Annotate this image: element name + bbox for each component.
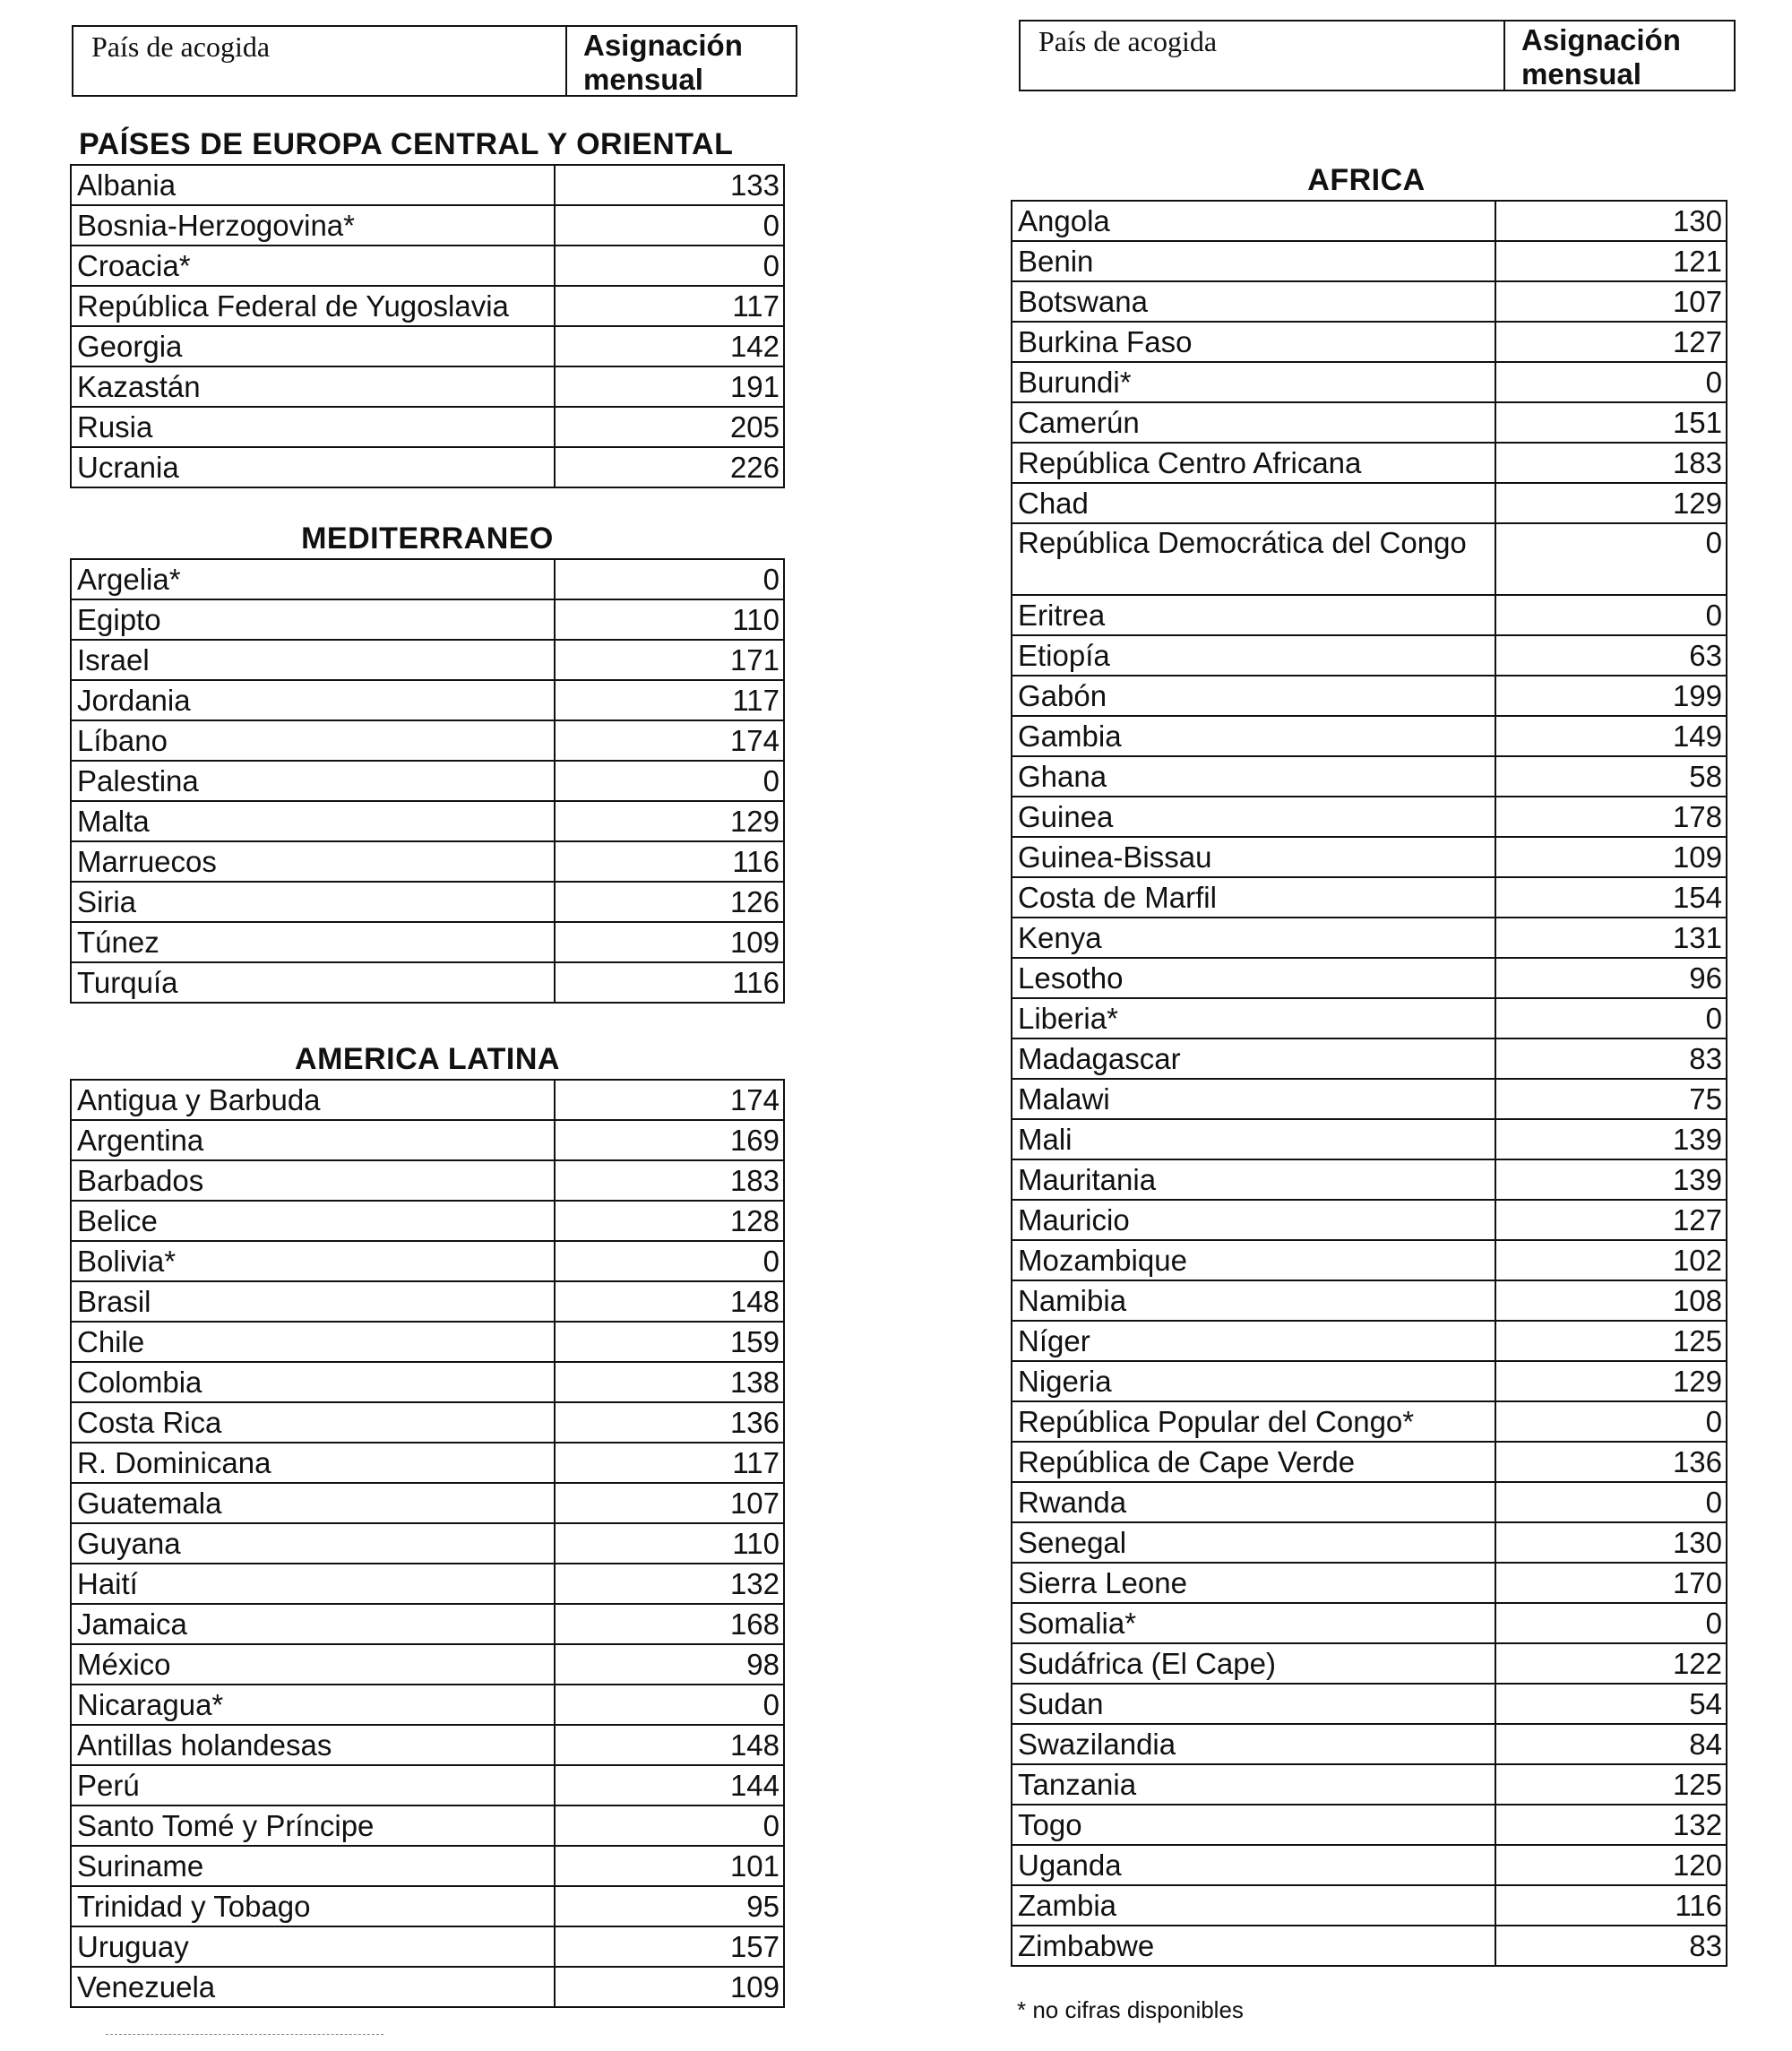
table-row bbox=[71, 761, 784, 801]
country-cell: Rusia bbox=[71, 407, 555, 447]
amount-cell: 0 bbox=[555, 205, 784, 246]
country-cell: Malta bbox=[71, 801, 555, 841]
country-cell: Rwanda bbox=[1012, 1482, 1495, 1522]
country-cell: República Centro Africana bbox=[1012, 443, 1495, 483]
table-row bbox=[71, 1725, 784, 1765]
table-row bbox=[1012, 595, 1727, 635]
table-row bbox=[71, 1523, 784, 1564]
country-cell: Zimbabwe bbox=[1012, 1926, 1495, 1966]
amount-cell: 127 bbox=[1495, 1200, 1727, 1240]
country-cell: Kenya bbox=[1012, 918, 1495, 958]
amount-cell: 157 bbox=[555, 1926, 784, 1967]
table-row bbox=[1012, 918, 1727, 958]
table-row bbox=[1012, 1240, 1727, 1280]
table-row bbox=[71, 1201, 784, 1241]
country-cell: Liberia* bbox=[1012, 998, 1495, 1038]
amount-cell: 0 bbox=[1495, 362, 1727, 402]
country-cell: Namibia bbox=[1012, 1280, 1495, 1321]
table-row bbox=[1012, 998, 1727, 1038]
country-cell: Santo Tomé y Príncipe bbox=[71, 1805, 555, 1846]
country-cell: Barbados bbox=[71, 1160, 555, 1201]
section-title-europe: PAÍSES DE EUROPA CENTRAL Y ORIENTAL bbox=[79, 127, 734, 161]
country-cell: Argentina bbox=[71, 1120, 555, 1160]
table-row bbox=[1012, 362, 1727, 402]
amount-cell: 178 bbox=[1495, 797, 1727, 837]
amount-cell: 107 bbox=[1495, 281, 1727, 322]
amount-cell: 130 bbox=[1495, 201, 1727, 241]
country-cell: Argelia* bbox=[71, 559, 555, 599]
table-row bbox=[1012, 1603, 1727, 1643]
country-cell: Mali bbox=[1012, 1119, 1495, 1159]
table-row bbox=[71, 326, 784, 366]
country-cell: Georgia bbox=[71, 326, 555, 366]
table-row bbox=[1012, 1885, 1727, 1926]
amount-cell: 199 bbox=[1495, 676, 1727, 716]
table-row bbox=[1012, 1159, 1727, 1200]
table-row bbox=[1012, 1119, 1727, 1159]
table-row bbox=[71, 680, 784, 720]
amount-cell: 0 bbox=[555, 1241, 784, 1281]
country-cell: Costa de Marfil bbox=[1012, 877, 1495, 918]
country-cell: Guyana bbox=[71, 1523, 555, 1564]
table-row bbox=[71, 1564, 784, 1604]
country-cell: Brasil bbox=[71, 1281, 555, 1322]
table-row bbox=[1012, 523, 1727, 595]
header-amount-label: Asignación mensual bbox=[1521, 23, 1681, 90]
table-row bbox=[71, 801, 784, 841]
amount-cell: 191 bbox=[555, 366, 784, 407]
country-cell: Suriname bbox=[71, 1846, 555, 1886]
amount-cell: 109 bbox=[555, 1967, 784, 2007]
table-row bbox=[1012, 1482, 1727, 1522]
amount-cell: 83 bbox=[1495, 1038, 1727, 1079]
table-europe bbox=[70, 164, 785, 488]
country-cell: Sudan bbox=[1012, 1684, 1495, 1724]
country-cell: Botswana bbox=[1012, 281, 1495, 322]
amount-cell: 128 bbox=[555, 1201, 784, 1241]
table-row bbox=[71, 841, 784, 882]
amount-cell: 174 bbox=[555, 1080, 784, 1120]
amount-cell: 117 bbox=[555, 1443, 784, 1483]
table-row bbox=[1012, 201, 1727, 241]
amount-cell: 0 bbox=[1495, 595, 1727, 635]
amount-cell: 0 bbox=[1495, 1603, 1727, 1643]
table-row bbox=[1012, 837, 1727, 877]
table-row bbox=[1012, 1200, 1727, 1240]
country-cell: R. Dominicana bbox=[71, 1443, 555, 1483]
table-row bbox=[1012, 443, 1727, 483]
country-cell: República de Cape Verde bbox=[1012, 1442, 1495, 1482]
country-cell: Túnez bbox=[71, 922, 555, 962]
table-row bbox=[1012, 1724, 1727, 1764]
amount-cell: 125 bbox=[1495, 1764, 1727, 1805]
amount-cell: 0 bbox=[1495, 1482, 1727, 1522]
table-row bbox=[1012, 1805, 1727, 1845]
table-row bbox=[71, 1120, 784, 1160]
amount-cell: 183 bbox=[1495, 443, 1727, 483]
table-row bbox=[1012, 1079, 1727, 1119]
section-title-mediterraneo: MEDITERRANEO bbox=[301, 521, 554, 556]
table-row bbox=[71, 1322, 784, 1362]
table-row bbox=[71, 1886, 784, 1926]
table-row bbox=[1012, 1563, 1727, 1603]
country-cell: Marruecos bbox=[71, 841, 555, 882]
left-column-header bbox=[72, 25, 797, 97]
country-cell: Mozambique bbox=[1012, 1240, 1495, 1280]
country-cell: Lesotho bbox=[1012, 958, 1495, 998]
table-row bbox=[1012, 1442, 1727, 1482]
amount-cell: 133 bbox=[555, 165, 784, 205]
table-row bbox=[71, 1685, 784, 1725]
table-row bbox=[71, 1846, 784, 1886]
country-cell: Níger bbox=[1012, 1321, 1495, 1361]
amount-cell: 121 bbox=[1495, 241, 1727, 281]
table-row bbox=[1012, 1643, 1727, 1684]
table-row bbox=[1012, 877, 1727, 918]
header-country-label: País de acogida bbox=[73, 27, 567, 95]
country-cell: Nicaragua* bbox=[71, 1685, 555, 1725]
table-row bbox=[71, 962, 784, 1003]
country-cell: República Democrática del Congo bbox=[1012, 523, 1495, 595]
table-row bbox=[71, 1281, 784, 1322]
amount-cell: 0 bbox=[1495, 998, 1727, 1038]
country-cell: Nigeria bbox=[1012, 1361, 1495, 1401]
amount-cell: 110 bbox=[555, 599, 784, 640]
country-cell: Angola bbox=[1012, 201, 1495, 241]
amount-cell: 171 bbox=[555, 640, 784, 680]
amount-cell: 154 bbox=[1495, 877, 1727, 918]
country-cell: Albania bbox=[71, 165, 555, 205]
amount-cell: 174 bbox=[555, 720, 784, 761]
table-row bbox=[71, 1080, 784, 1120]
table-row bbox=[1012, 1522, 1727, 1563]
table-africa bbox=[1011, 200, 1727, 1967]
country-cell: Mauritania bbox=[1012, 1159, 1495, 1200]
country-cell: Burkina Faso bbox=[1012, 322, 1495, 362]
amount-cell: 63 bbox=[1495, 635, 1727, 676]
bottom-rule bbox=[106, 2034, 383, 2035]
amount-cell: 169 bbox=[555, 1120, 784, 1160]
amount-cell: 148 bbox=[555, 1281, 784, 1322]
country-cell: Kazastán bbox=[71, 366, 555, 407]
country-cell: Eritrea bbox=[1012, 595, 1495, 635]
country-cell: Líbano bbox=[71, 720, 555, 761]
table-mediterraneo bbox=[70, 558, 785, 1004]
amount-cell: 205 bbox=[555, 407, 784, 447]
country-cell: Camerún bbox=[1012, 402, 1495, 443]
amount-cell: 120 bbox=[1495, 1845, 1727, 1885]
table-row bbox=[1012, 241, 1727, 281]
amount-cell: 95 bbox=[555, 1886, 784, 1926]
amount-cell: 0 bbox=[1495, 1401, 1727, 1442]
amount-cell: 109 bbox=[1495, 837, 1727, 877]
country-cell: República Federal de Yugoslavia bbox=[71, 286, 555, 326]
country-cell: Sierra Leone bbox=[1012, 1563, 1495, 1603]
country-cell: Costa Rica bbox=[71, 1402, 555, 1443]
country-cell: Zambia bbox=[1012, 1885, 1495, 1926]
amount-cell: 129 bbox=[555, 801, 784, 841]
amount-cell: 136 bbox=[555, 1402, 784, 1443]
table-row bbox=[1012, 1361, 1727, 1401]
table-row bbox=[71, 1362, 784, 1402]
header-country-label: País de acogida bbox=[1021, 22, 1505, 90]
country-cell: Haití bbox=[71, 1564, 555, 1604]
table-row bbox=[71, 559, 784, 599]
amount-cell: 122 bbox=[1495, 1643, 1727, 1684]
amount-cell: 168 bbox=[555, 1604, 784, 1644]
country-cell: Turquía bbox=[71, 962, 555, 1003]
table-america-latina bbox=[70, 1079, 785, 2008]
amount-cell: 130 bbox=[1495, 1522, 1727, 1563]
amount-cell: 129 bbox=[1495, 1361, 1727, 1401]
country-cell: Ucrania bbox=[71, 447, 555, 487]
country-cell: Egipto bbox=[71, 599, 555, 640]
country-cell: Chile bbox=[71, 1322, 555, 1362]
amount-cell: 142 bbox=[555, 326, 784, 366]
table-row bbox=[1012, 281, 1727, 322]
table-row bbox=[71, 1604, 784, 1644]
amount-cell: 183 bbox=[555, 1160, 784, 1201]
country-cell: Guinea bbox=[1012, 797, 1495, 837]
table-row bbox=[71, 286, 784, 326]
table-row bbox=[1012, 716, 1727, 756]
table-row bbox=[71, 882, 784, 922]
amount-cell: 149 bbox=[1495, 716, 1727, 756]
amount-cell: 102 bbox=[1495, 1240, 1727, 1280]
table-row bbox=[71, 1402, 784, 1443]
footnote: * no cifras disponibles bbox=[1017, 1996, 1244, 2023]
table-row bbox=[71, 599, 784, 640]
table-row bbox=[71, 1967, 784, 2007]
table-row bbox=[1012, 1401, 1727, 1442]
table-row bbox=[1012, 1321, 1727, 1361]
right-column-header bbox=[1019, 20, 1736, 91]
amount-cell: 132 bbox=[1495, 1805, 1727, 1845]
country-cell: Sudáfrica (El Cape) bbox=[1012, 1643, 1495, 1684]
table-row bbox=[71, 1443, 784, 1483]
country-cell: Tanzania bbox=[1012, 1764, 1495, 1805]
country-cell: Colombia bbox=[71, 1362, 555, 1402]
amount-cell: 132 bbox=[555, 1564, 784, 1604]
country-cell: Guatemala bbox=[71, 1483, 555, 1523]
amount-cell: 109 bbox=[555, 922, 784, 962]
country-cell: Mauricio bbox=[1012, 1200, 1495, 1240]
table-row bbox=[1012, 797, 1727, 837]
amount-cell: 226 bbox=[555, 447, 784, 487]
amount-cell: 151 bbox=[1495, 402, 1727, 443]
amount-cell: 129 bbox=[1495, 483, 1727, 523]
amount-cell: 110 bbox=[555, 1523, 784, 1564]
amount-cell: 127 bbox=[1495, 322, 1727, 362]
country-cell: Bosnia-Herzogovina* bbox=[71, 205, 555, 246]
table-row bbox=[1012, 402, 1727, 443]
table-row bbox=[1012, 322, 1727, 362]
country-cell: México bbox=[71, 1644, 555, 1685]
table-row bbox=[71, 366, 784, 407]
amount-cell: 170 bbox=[1495, 1563, 1727, 1603]
amount-cell: 148 bbox=[555, 1725, 784, 1765]
table-row bbox=[71, 1644, 784, 1685]
table-row bbox=[71, 922, 784, 962]
country-cell: Jamaica bbox=[71, 1604, 555, 1644]
table-row bbox=[1012, 1926, 1727, 1966]
country-cell: Trinidad y Tobago bbox=[71, 1886, 555, 1926]
amount-cell: 125 bbox=[1495, 1321, 1727, 1361]
table-row bbox=[1012, 1684, 1727, 1724]
country-cell: Somalia* bbox=[1012, 1603, 1495, 1643]
amount-cell: 116 bbox=[555, 841, 784, 882]
table-row bbox=[71, 205, 784, 246]
table-row bbox=[71, 246, 784, 286]
table-row bbox=[71, 1765, 784, 1805]
country-cell: Guinea-Bissau bbox=[1012, 837, 1495, 877]
country-cell: Senegal bbox=[1012, 1522, 1495, 1563]
amount-cell: 84 bbox=[1495, 1724, 1727, 1764]
country-cell: Etiopía bbox=[1012, 635, 1495, 676]
country-cell: Belice bbox=[71, 1201, 555, 1241]
amount-cell: 138 bbox=[555, 1362, 784, 1402]
amount-cell: 101 bbox=[555, 1846, 784, 1886]
country-cell: Croacia* bbox=[71, 246, 555, 286]
amount-cell: 0 bbox=[555, 1685, 784, 1725]
amount-cell: 75 bbox=[1495, 1079, 1727, 1119]
amount-cell: 136 bbox=[1495, 1442, 1727, 1482]
header-amount-label: Asignación mensual bbox=[583, 29, 743, 96]
country-cell: Gambia bbox=[1012, 716, 1495, 756]
amount-cell: 0 bbox=[1495, 523, 1727, 595]
table-row bbox=[1012, 483, 1727, 523]
amount-cell: 139 bbox=[1495, 1159, 1727, 1200]
table-row bbox=[71, 165, 784, 205]
table-row bbox=[1012, 958, 1727, 998]
amount-cell: 98 bbox=[555, 1644, 784, 1685]
country-cell: Benin bbox=[1012, 241, 1495, 281]
table-row bbox=[1012, 635, 1727, 676]
country-cell: Malawi bbox=[1012, 1079, 1495, 1119]
table-row bbox=[1012, 1764, 1727, 1805]
table-row bbox=[1012, 1280, 1727, 1321]
country-cell: Burundi* bbox=[1012, 362, 1495, 402]
amount-cell: 54 bbox=[1495, 1684, 1727, 1724]
table-row bbox=[1012, 1038, 1727, 1079]
table-row bbox=[71, 1241, 784, 1281]
country-cell: Bolivia* bbox=[71, 1241, 555, 1281]
amount-cell: 0 bbox=[555, 246, 784, 286]
country-cell: Perú bbox=[71, 1765, 555, 1805]
amount-cell: 96 bbox=[1495, 958, 1727, 998]
amount-cell: 117 bbox=[555, 286, 784, 326]
country-cell: Uganda bbox=[1012, 1845, 1495, 1885]
country-cell: República Popular del Congo* bbox=[1012, 1401, 1495, 1442]
amount-cell: 126 bbox=[555, 882, 784, 922]
amount-cell: 0 bbox=[555, 1805, 784, 1846]
country-cell: Chad bbox=[1012, 483, 1495, 523]
section-title-africa: AFRICA bbox=[1307, 163, 1426, 197]
table-row bbox=[1012, 1845, 1727, 1885]
country-cell: Uruguay bbox=[71, 1926, 555, 1967]
country-cell: Antillas holandesas bbox=[71, 1725, 555, 1765]
country-cell: Ghana bbox=[1012, 756, 1495, 797]
country-cell: Antigua y Barbuda bbox=[71, 1080, 555, 1120]
table-row bbox=[1012, 756, 1727, 797]
table-row bbox=[71, 720, 784, 761]
amount-cell: 108 bbox=[1495, 1280, 1727, 1321]
country-cell: Siria bbox=[71, 882, 555, 922]
amount-cell: 144 bbox=[555, 1765, 784, 1805]
table-row bbox=[71, 1805, 784, 1846]
amount-cell: 58 bbox=[1495, 756, 1727, 797]
table-row bbox=[1012, 676, 1727, 716]
table-row bbox=[71, 640, 784, 680]
amount-cell: 139 bbox=[1495, 1119, 1727, 1159]
table-row bbox=[71, 1160, 784, 1201]
table-row bbox=[71, 1926, 784, 1967]
amount-cell: 159 bbox=[555, 1322, 784, 1362]
country-cell: Madagascar bbox=[1012, 1038, 1495, 1079]
country-cell: Swazilandia bbox=[1012, 1724, 1495, 1764]
amount-cell: 116 bbox=[555, 962, 784, 1003]
country-cell: Gabón bbox=[1012, 676, 1495, 716]
amount-cell: 107 bbox=[555, 1483, 784, 1523]
amount-cell: 131 bbox=[1495, 918, 1727, 958]
country-cell: Jordania bbox=[71, 680, 555, 720]
country-cell: Palestina bbox=[71, 761, 555, 801]
country-cell: Israel bbox=[71, 640, 555, 680]
amount-cell: 116 bbox=[1495, 1885, 1727, 1926]
amount-cell: 83 bbox=[1495, 1926, 1727, 1966]
table-row bbox=[71, 447, 784, 487]
section-title-america-latina: AMERICA LATINA bbox=[295, 1042, 560, 1076]
amount-cell: 0 bbox=[555, 761, 784, 801]
country-cell: Venezuela bbox=[71, 1967, 555, 2007]
country-cell: Togo bbox=[1012, 1805, 1495, 1845]
table-row bbox=[71, 1483, 784, 1523]
table-row bbox=[71, 407, 784, 447]
amount-cell: 0 bbox=[555, 559, 784, 599]
amount-cell: 117 bbox=[555, 680, 784, 720]
